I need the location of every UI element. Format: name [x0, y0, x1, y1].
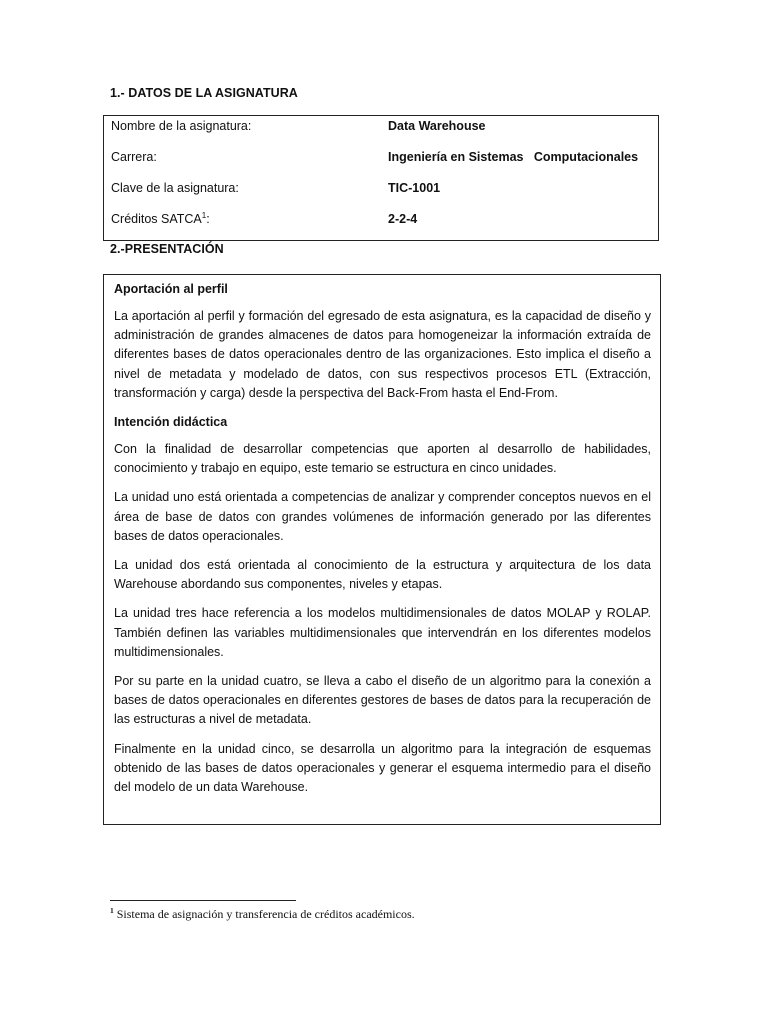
paragraph-aportacion: La aportación al perfil y formación del egresado de esta asignatura, es la capacidad de diseño y administración de grandes almacenes de datos para homogeneizar la información extraída de diferentes bases de datos operacionales dentro de las organizaciones. Esto implica el diseño a nivel de metadata y modelado de datos, con sus respectivos procesos ETL (Extracción, transformación y carga) desde la perspectiva del Back-From hasta el End-From.	[114, 309, 651, 400]
paragraph-unidad-uno: La unidad uno está orientada a competencias de analizar y comprender conceptos nuevos en el área de base de datos con grandes volúmenes de información generado por las diferentes bases de datos operacionales.	[114, 490, 651, 543]
paragraph-unidad-tres: La unidad tres hace referencia a los modelos multidimensionales de datos MOLAP y ROLAP. También definen las variables multidimensionales que intervendrán en los diferentes modelos multidimensionales.	[114, 606, 651, 659]
creditos-label-suffix: :	[206, 212, 210, 226]
info-row-clave	[104, 181, 658, 199]
heading-aportacion: Aportación al perfil	[114, 282, 228, 296]
info-label-nombre: Nombre de la asignatura:	[111, 119, 252, 133]
info-label-carrera: Carrera:	[111, 150, 157, 164]
section-title-presentacion: 2.-PRESENTACIÓN	[110, 242, 224, 256]
info-value-creditos: 2-2-4	[388, 212, 418, 226]
paragraph-intencion-intro: Con la finalidad de desarrollar competencias que aporten al desarrollo de habilidades, conocimiento y trabajo en equipo, este temario se estructura en cinco unidades.	[114, 442, 651, 476]
paragraph-unidad-dos: La unidad dos está orientada al conocimiento de la estructura y arquitectura de los data Warehouse abordando sus componentes, niveles y etapas.	[114, 558, 651, 592]
footnote-text: Sistema de asignación y transferencia de créditos académicos.	[113, 907, 415, 921]
footnote-mark: 1	[110, 906, 114, 915]
paragraph-unidad-cinco: Finalmente en la unidad cinco, se desarrolla un algoritmo para la integración de esquemas obtenido de las bases de datos operacionales y generar el esquema intermedio para el diseño del modelo de un data Warehouse.	[114, 741, 651, 795]
info-row-nombre	[104, 119, 658, 137]
info-value-carrera: Ingeniería en Sistemas Computacionales	[388, 150, 639, 164]
info-value-nombre: Data Warehouse	[388, 119, 486, 133]
heading-intencion: Intención didáctica	[114, 415, 228, 430]
info-value-clave: TIC-1001	[388, 181, 441, 195]
info-label-clave: Clave de la asignatura:	[111, 181, 239, 195]
section-title-datos-asignatura: 1.- DATOS DE LA ASIGNATURA	[110, 86, 298, 100]
info-row-creditos	[104, 212, 658, 230]
info-row-carrera	[104, 150, 658, 168]
info-label-creditos	[111, 212, 210, 226]
creditos-label-text: Créditos SATCA	[111, 212, 202, 226]
footnote-divider	[110, 900, 296, 901]
footnote-ref: 1	[201, 210, 207, 220]
subject-info-table	[103, 115, 659, 241]
footnote	[110, 907, 415, 922]
presentation-box	[103, 274, 661, 825]
paragraph-unidad-cuatro: Por su parte en la unidad cuatro, se lleva a cabo el diseño de un algoritmo para la conexión a bases de datos operacionales en diferentes gestores de bases de datos para la recuperación de las estructuras a nivel de metadata.	[114, 674, 651, 727]
